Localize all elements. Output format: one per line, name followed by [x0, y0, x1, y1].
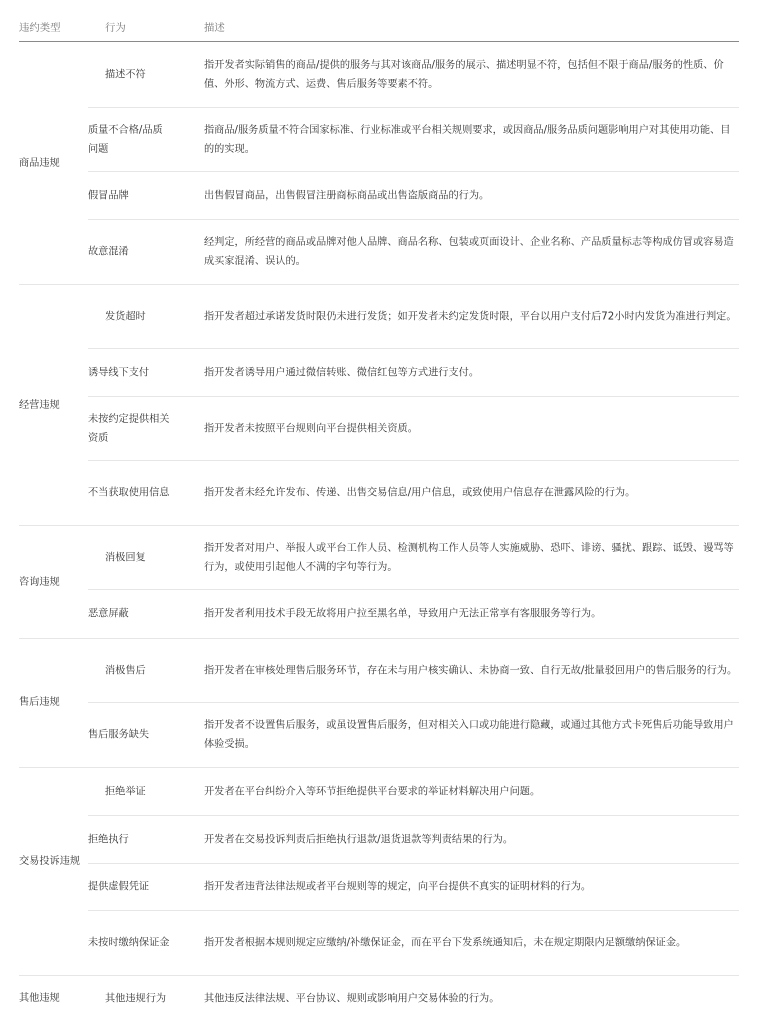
table-row: [88, 816, 739, 864]
desc-cell: 指开发者在审核处理售后服务环节，存在未与用户核实确认、未协商一致、自行无故/批量驳回用户的售后服务的行为。: [204, 665, 738, 676]
table-row: [88, 42, 739, 108]
header-type: 违约类型: [19, 22, 61, 34]
table-row: [88, 220, 739, 284]
action-cell: 未按约定提供相关资质: [88, 413, 170, 444]
table-row: [88, 976, 739, 1022]
action-cell: 不当获取使用信息: [88, 487, 170, 499]
desc-cell: 指开发者违背法律法规或者平台规则等的规定，向平台提供不真实的证明材料的行为。: [204, 881, 592, 893]
action-cell: 发货超时: [105, 311, 146, 322]
desc-cell: 指开发者对用户、举报人或平台工作人员、检测机构工作人员等人实施威胁、恐吓、诽谤、骚扰、跟踪、诋毁、谩骂等行为，或使用引起他人不满的字句等行为。: [204, 542, 734, 573]
table-header: [19, 0, 739, 42]
table-row: [88, 461, 739, 525]
desc-cell: 指开发者超过承诺发货时限仍未进行发货；如开发者未约定发货时限，平台以用户支付后72小时内发货为准进行判定。: [204, 311, 737, 322]
desc-cell: 指开发者利用技术手段无故将用户拉至黑名单，导致用户无法正常享有客服服务等行为。: [204, 608, 602, 620]
desc-cell: 经判定，所经营的商品或品牌对他人品牌、商品名称、包装或页面设计、企业名称、产品质量标志等构成仿冒或容易造成买家混淆、误认的。: [204, 237, 734, 267]
table-row: [88, 397, 739, 461]
desc-cell: 指开发者未经允许发布、传递、出售交易信息/用户信息，或致使用户信息存在泄露风险的行为。: [204, 487, 636, 499]
category-consult: 咨询违规: [19, 577, 60, 588]
table-row: [88, 526, 739, 590]
desc-cell: 指开发者实际销售的商品/提供的服务与其对该商品/服务的展示、描述明显不符，包括但不限于商品/服务的性质、价值、外形、物流方式、运费、售后服务等要素不符。: [204, 59, 724, 90]
action-cell: 未按时缴纳保证金: [88, 937, 170, 949]
desc-cell: 其他违反法律法规、平台协议、规则或影响用户交易体验的行为。: [204, 993, 500, 1005]
category-operation: 经营违规: [19, 400, 60, 411]
header-desc: 描述: [204, 22, 225, 34]
table-row: [88, 285, 739, 349]
desc-cell: 开发者在平台纠纷介入等环节拒绝提供平台要求的举证材料解决用户问题。: [204, 786, 541, 797]
category-other: 其他违规: [19, 993, 60, 1004]
header-action: 行为: [105, 22, 126, 34]
desc-cell: 指开发者诱导用户通过微信转账、微信红包等方式进行支付。: [204, 367, 480, 378]
action-cell: 拒绝举证: [105, 786, 146, 797]
desc-cell: 指商品/服务质量不符合国家标准、行业标准或平台相关规则要求，或因商品/服务品质问题影响用户对其使用功能、目的的实现。: [204, 124, 731, 155]
table-row: [88, 864, 739, 911]
action-cell: 拒绝执行: [88, 834, 129, 845]
desc-cell: 开发者在交易投诉判责后拒绝执行退款/退货退款等判责结果的行为。: [204, 834, 514, 845]
category-trade-complaint: 交易投诉违规: [19, 856, 81, 867]
table-row: [88, 590, 739, 638]
action-cell: 其他违规行为: [105, 993, 167, 1005]
action-cell: 假冒品牌: [88, 190, 129, 201]
action-cell: 提供虚假凭证: [88, 881, 150, 893]
category-aftersale: 售后违规: [19, 697, 60, 708]
action-cell: 售后服务缺失: [88, 729, 150, 741]
table-row: [88, 768, 739, 816]
action-cell: 描述不符: [105, 69, 146, 80]
desc-cell: 指开发者不设置售后服务，或虽设置售后服务，但对相关入口或功能进行隐藏，或通过其他方式卡死售后功能导致用户体验受损。: [204, 720, 734, 750]
table-row: [88, 911, 739, 975]
action-cell: 恶意屏蔽: [88, 608, 129, 620]
category-goods: 商品违规: [19, 158, 60, 169]
action-cell: 消极回复: [105, 552, 146, 563]
table-row: [88, 108, 739, 172]
table-row: [88, 172, 739, 220]
table-row: [88, 703, 739, 767]
action-cell: 消极售后: [105, 665, 146, 676]
desc-cell: 出售假冒商品，出售假冒注册商标商品或出售盗版商品的行为。: [204, 190, 490, 201]
desc-cell: 指开发者未按照平台规则向平台提供相关资质。: [204, 423, 418, 434]
action-cell: 故意混淆: [88, 246, 129, 258]
table-row: [88, 639, 739, 703]
table-row: [88, 349, 739, 397]
action-cell: 质量不合格/品质问题: [88, 124, 163, 155]
action-cell: 诱导线下支付: [88, 367, 150, 378]
desc-cell: 指开发者根据本规则规定应缴纳/补缴保证金，而在平台下发系统通知后，未在规定期限内足额缴纳保证金。: [204, 937, 687, 949]
